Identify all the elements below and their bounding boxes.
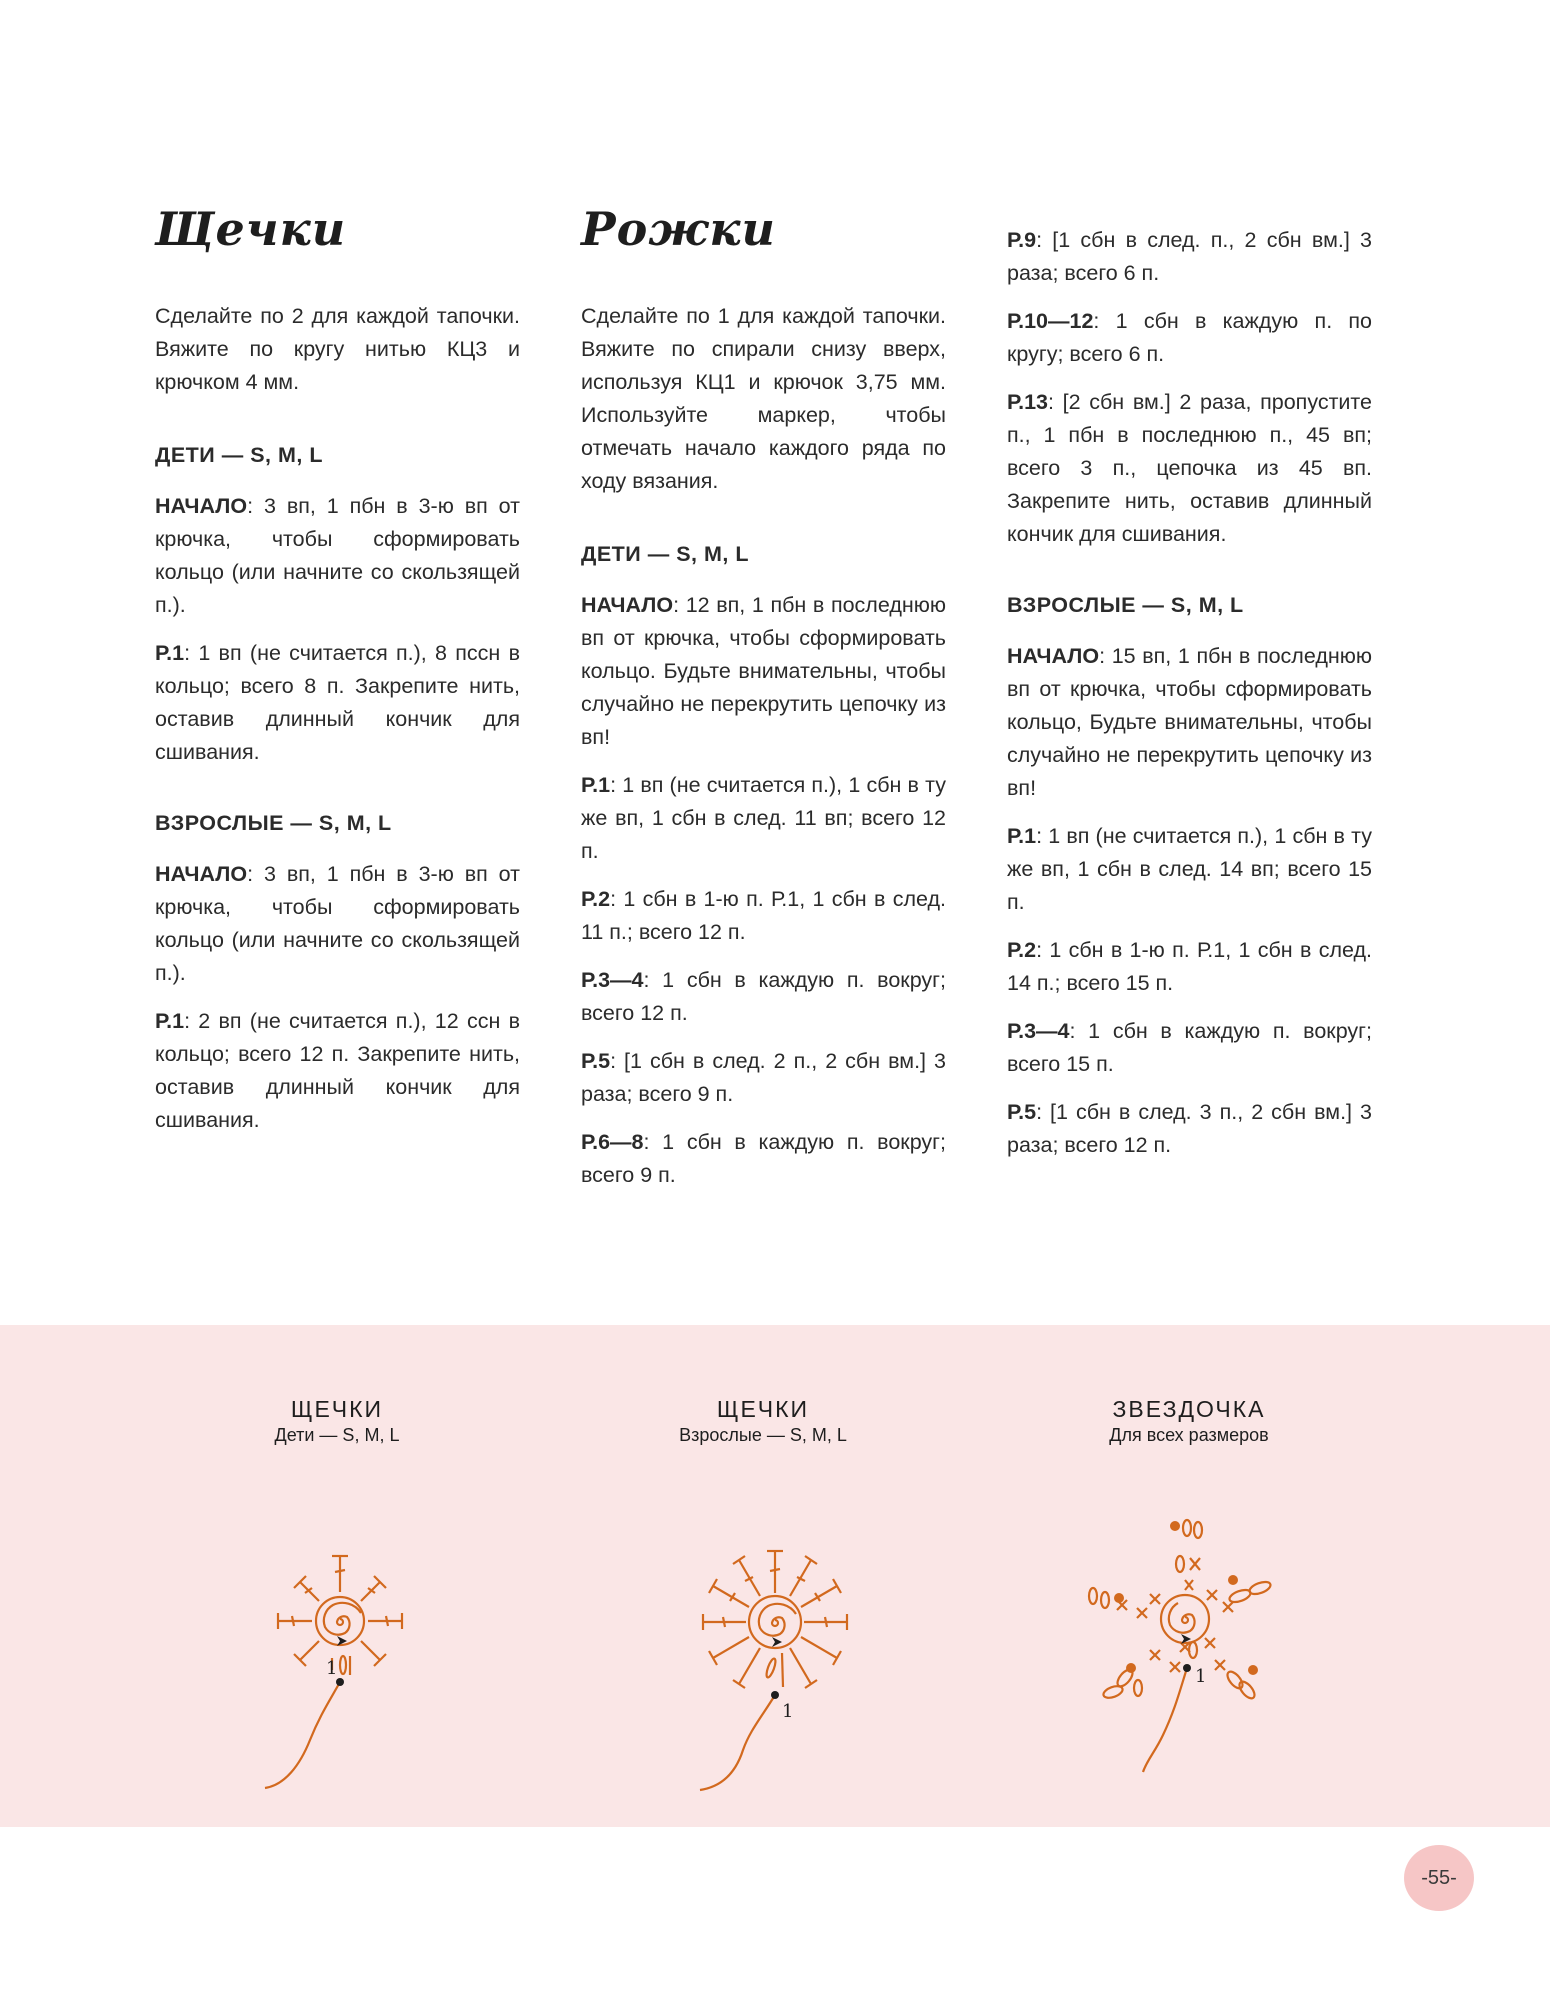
- instruction-row: Р.2: 1 сбн в 1-ю п. Р.1, 1 сбн в след. 14 п.; всего 15 п.: [1007, 938, 1372, 995]
- instruction-row: НАЧАЛО: 12 вп, 1 пбн в последнюю вп от крючка, чтобы сформировать кольцо. Будьте внимательны, чтобы случайно не перекрутить цепочку из вп!: [581, 593, 946, 749]
- size-header-kids: ДЕТИ — S, M, L: [581, 542, 749, 566]
- instruction-row: Р.1: 2 вп (не считается п.), 12 ссн в кольцо; всего 12 п. Закрепите нить, оставив длинный кончик для сшивания.: [155, 1009, 520, 1132]
- magic-ring-spiral: [324, 1603, 361, 1635]
- section-heading-horns: Рожки: [581, 202, 776, 256]
- cheeks-intro: Сделайте по 2 для каждой тапочки. Вяжите по кругу нитью КЦ3 и крючком 4 мм.: [155, 304, 520, 394]
- size-header-adults: ВЗРОСЛЫЕ — S, M, L: [1007, 593, 1244, 617]
- crochet-chart-cheeks-adults: [655, 1525, 895, 1805]
- magic-ring-spiral: [759, 1604, 796, 1636]
- instruction-row: Р.13: [2 сбн вм.] 2 раза, пропустите п., 1 пбн в последнюю п., 45 вп; всего 3 п., цепочка из 45 вп. Закрепите нить, оставив длинный кончик для сшивания.: [1007, 390, 1372, 546]
- size-header-adults: ВЗРОСЛЫЕ — S, M, L: [155, 811, 392, 835]
- magic-ring-spiral: [1169, 1603, 1195, 1633]
- diagram-caption-star: [1039, 1395, 1339, 1447]
- instruction-row: Р.1: 1 вп (не считается п.), 1 сбн в ту же вп, 1 сбн в след. 14 вп; всего 15 п.: [1007, 824, 1372, 914]
- diagram-subtitle: Для всех размеров: [1109, 1425, 1269, 1445]
- instruction-row: Р.9: [1 сбн в след. п., 2 сбн вм.] 3 раза; всего 6 п.: [1007, 228, 1372, 285]
- section-heading-cheeks: Щечки: [155, 202, 347, 256]
- crochet-chart-star: [1075, 1510, 1315, 1790]
- column-cheeks: [155, 200, 520, 1152]
- instruction-row: Р.3—4: 1 сбн в каждую п. вокруг; всего 12 п.: [581, 968, 946, 1025]
- diagram-caption-cheeks-kids: [187, 1395, 487, 1447]
- start-point: [1183, 1664, 1191, 1672]
- instruction-row: Р.1: 1 вп (не считается п.), 8 пссн в кольцо; всего 8 п. Закрепите нить, оставив длинный кончик для сшивания.: [155, 641, 520, 764]
- diagram-caption-cheeks-adults: [613, 1395, 913, 1447]
- dot-markers: [1114, 1521, 1258, 1675]
- direction-arrow-icon: [772, 1637, 782, 1647]
- start-point: [336, 1678, 344, 1686]
- diagram-subtitle: Взрослые — S, M, L: [679, 1425, 847, 1445]
- column-horns: [581, 200, 946, 1207]
- instruction-row: Р.10—12: 1 сбн в каждую п. по кругу; всего 6 п.: [1007, 309, 1372, 366]
- stitch-symbols: [700, 1551, 847, 1790]
- start-label: 1: [326, 1658, 338, 1679]
- size-header-kids: ДЕТИ — S, M, L: [155, 443, 323, 467]
- start-point: [771, 1691, 779, 1699]
- diagram-subtitle: Дети — S, M, L: [274, 1425, 400, 1445]
- page-number: -55-: [1404, 1845, 1474, 1911]
- instruction-row: НАЧАЛО: 3 вп, 1 пбн в 3-ю вп от крючка, чтобы сформировать кольцо (или начните со скользящей п.).: [155, 862, 520, 985]
- instruction-row: Р.5: [1 сбн в след. 3 п., 2 сбн вм.] 3 раза; всего 12 п.: [1007, 1100, 1372, 1157]
- instruction-row: Р.5: [1 сбн в след. 2 п., 2 сбн вм.] 3 раза; всего 9 п.: [581, 1049, 946, 1106]
- instruction-row: НАЧАЛО: 3 вп, 1 пбн в 3-ю вп от крючка, чтобы сформировать кольцо (или начните со скользящей п.).: [155, 494, 520, 617]
- diagram-title: ЗВЕЗДОЧКА: [1112, 1396, 1266, 1422]
- instruction-row: НАЧАЛО: 15 вп, 1 пбн в последнюю вп от крючка, чтобы сформировать кольцо, Будьте внимательны, чтобы случайно не перекрутить цепочку из вп!: [1007, 644, 1372, 800]
- diagram-title: ЩЕЧКИ: [716, 1396, 810, 1422]
- horns-intro: Сделайте по 1 для каждой тапочки. Вяжите по спирали снизу вверх, используя КЦ1 и крючок 3,75 мм. Используйте маркер, чтобы отмечать начало каждого ряда по ходу вязания.: [581, 304, 946, 493]
- start-label: 1: [1195, 1666, 1207, 1687]
- diagram-title: ЩЕЧКИ: [290, 1396, 384, 1422]
- stitch-symbols: [1089, 1520, 1272, 1772]
- instruction-row: Р.2: 1 сбн в 1-ю п. Р.1, 1 сбн в след. 11 п.; всего 12 п.: [581, 887, 946, 944]
- instruction-row: Р.6—8: 1 сбн в каждую п. вокруг; всего 9 п.: [581, 1130, 946, 1187]
- instruction-row: Р.1: 1 вп (не считается п.), 1 сбн в ту же вп, 1 сбн в след. 11 вп; всего 12 п.: [581, 773, 946, 863]
- crochet-chart-cheeks-kids: [230, 1540, 450, 1800]
- column-horns-continued: [1007, 224, 1372, 1177]
- start-label: 1: [782, 1701, 794, 1722]
- instruction-row: Р.3—4: 1 сбн в каждую п. вокруг; всего 15 п.: [1007, 1019, 1372, 1076]
